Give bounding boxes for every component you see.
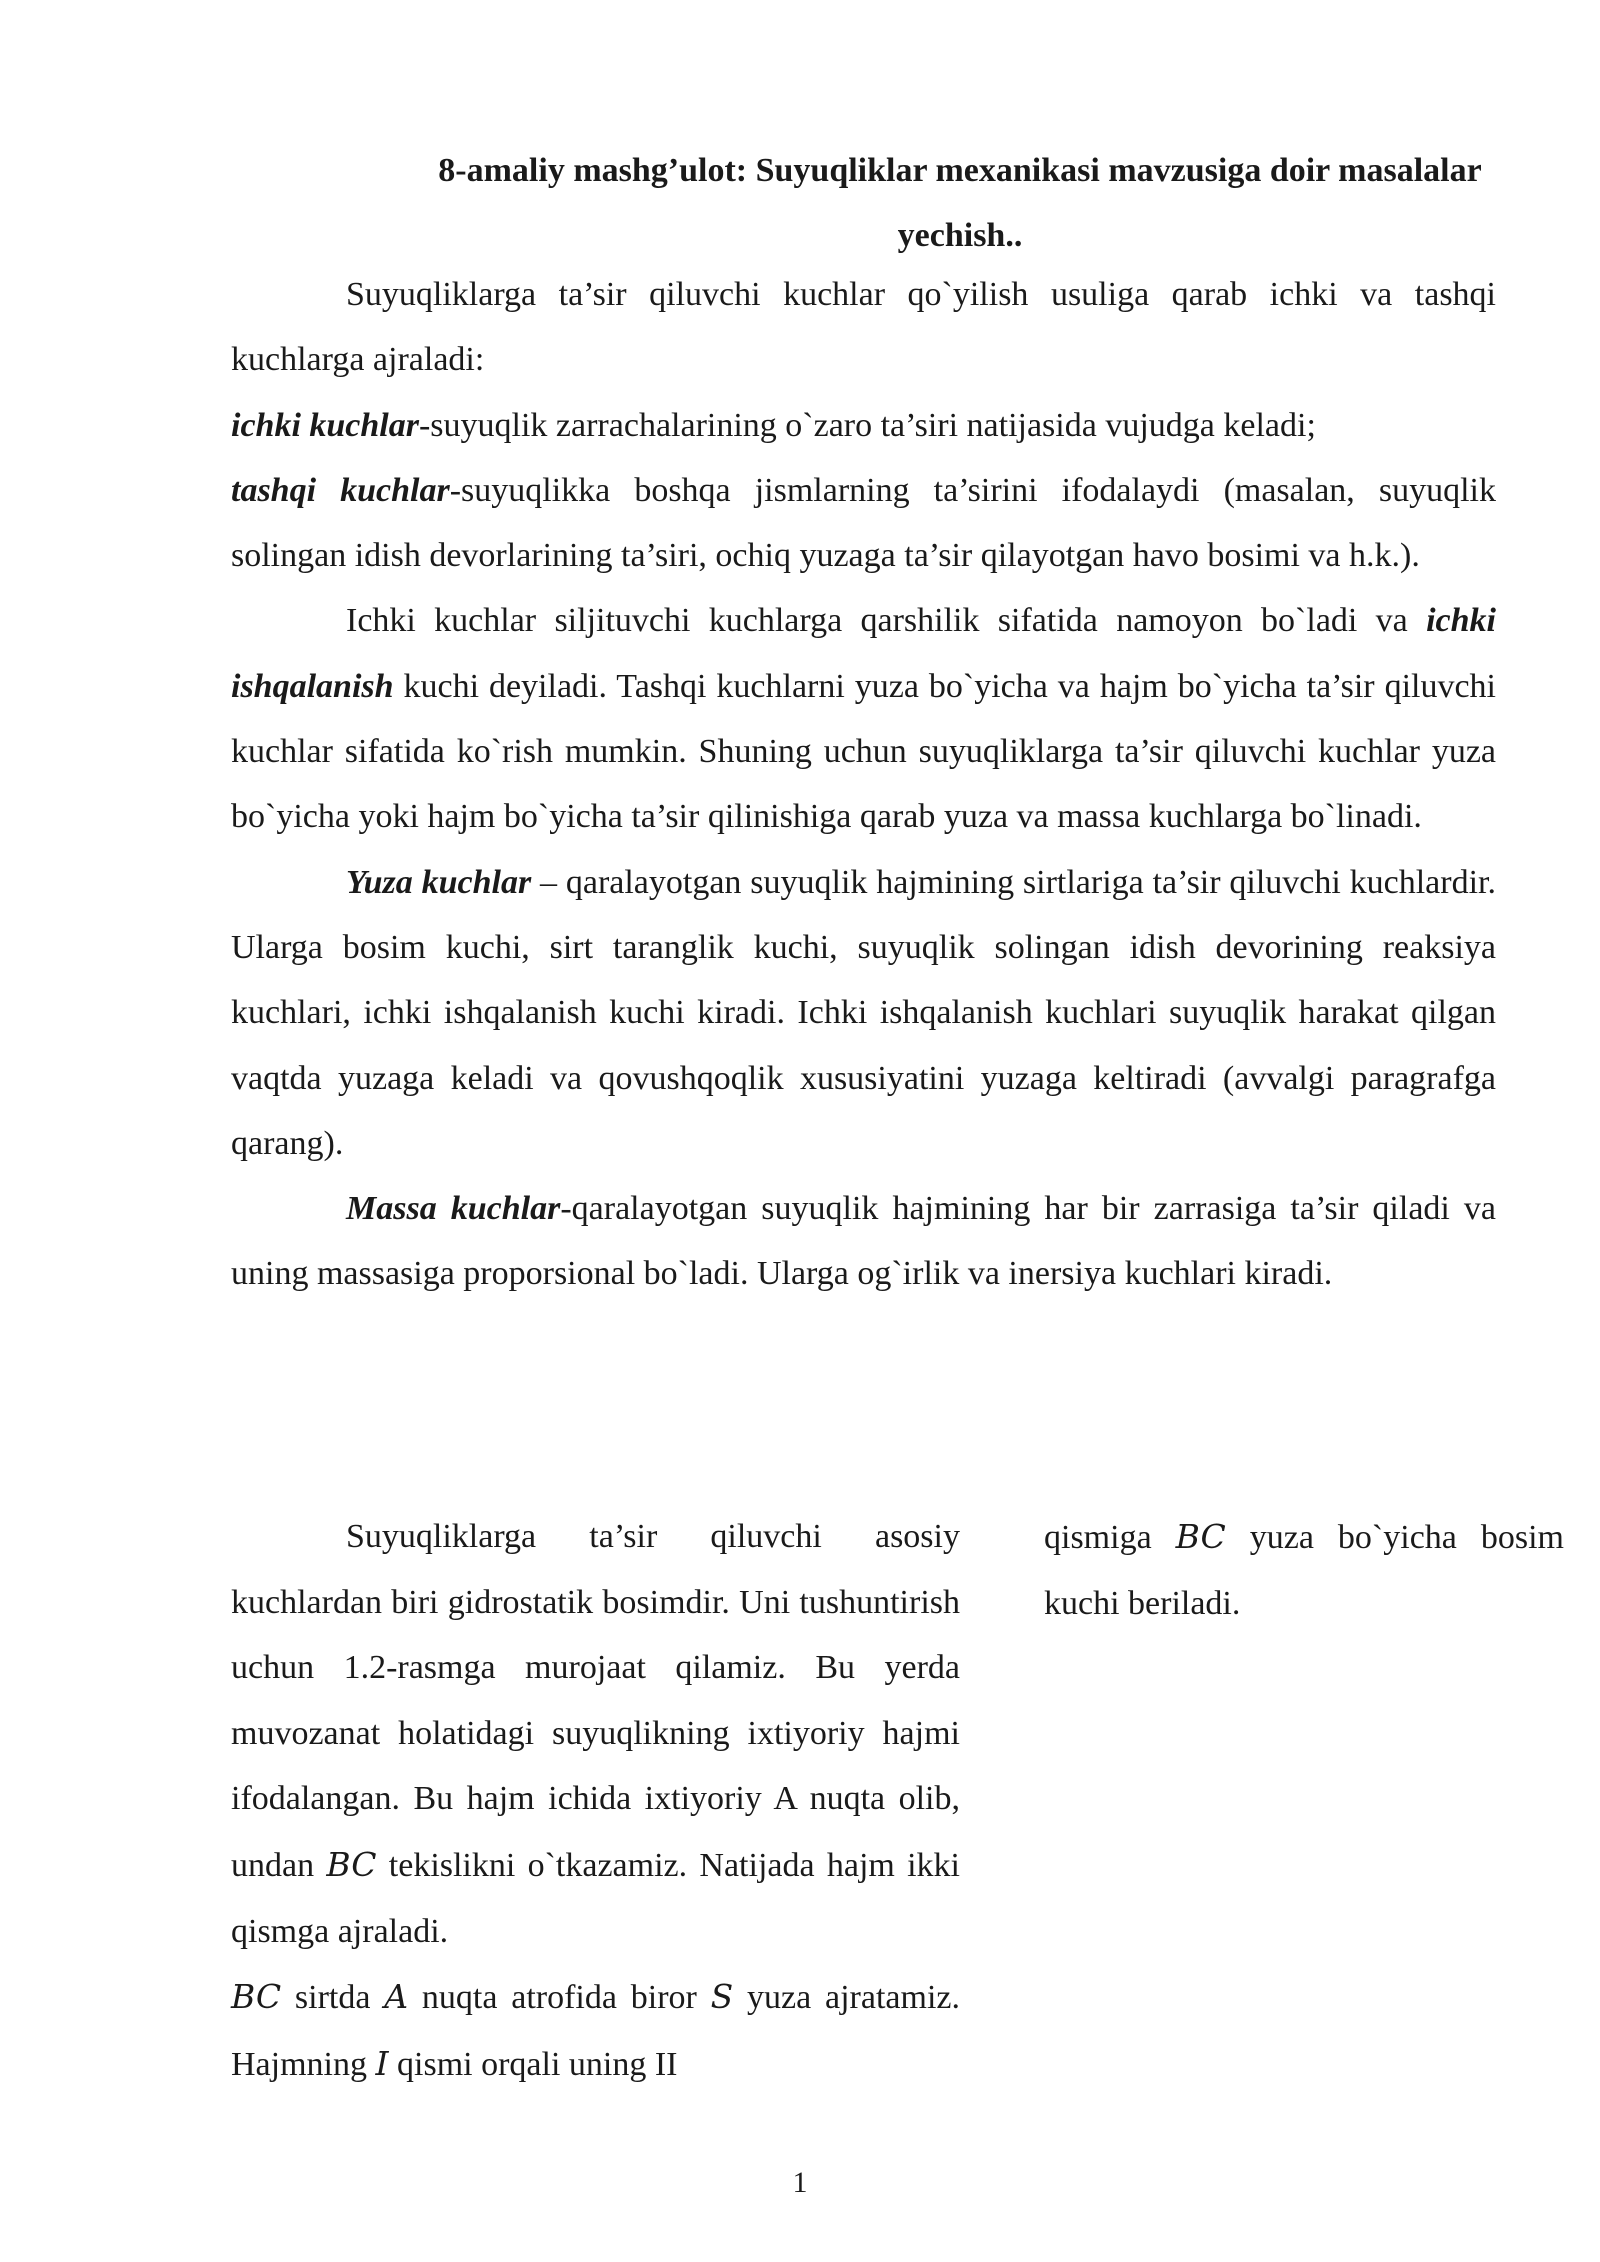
math-bc: BC [231,1977,282,2017]
math-i: I [375,2043,389,2083]
right-column [1044,1504,1564,1636]
paragraph-pressure-force: qismiga BC yuza bo`yicha bosim kuchi beriladi. [1044,1517,1564,1622]
paragraph-surface-s: BC sirtda A nuqta atrofida biror S yuza ajratamiz. Hajmning I qismi orqali uning II [231,1977,960,2083]
title-line-2: yechish.. [897,217,1023,254]
paragraph-hydrostatic-pressure: Suyuqliklarga ta’sir qiluvchi asosiy kuchlardan biri gidrostatik bosimdir. Uni tushuntirish uchun 1.2-rasmga murojaat qilamiz. Bu yerda muvozanat holatidagi suyuqlikning ixtiyoriy hajmi ifodalangan. Bu hajm ichida ixtiyoriy A nuqta olib, undan BC tekislikni o`tkazamiz. Natijada hajm ikki qismga ajraladi. [231,1518,960,1950]
math-s: S [710,1977,734,2017]
paragraph-surface-forces: Yuza kuchlar – qaralayotgan suyuqlik hajmining sirtlariga ta’sir qiluvchi kuchlardir. Ularga bosim kuchi, sirt taranglik kuchi, suyuqlik solingan idish devorining reaksiya kuchlari, ichki ishqalanish kuchi kiradi. Ichki ishqalanish kuchlari suyuqlik harakat qilgan vaqtda yuzaga keladi va qovushqoqlik xususiyatini yuzaga keltiradi (avvalgi paragrafga qarang). [231,863,1496,1162]
term-mass-forces: Massa kuchlar [346,1190,561,1228]
left-column [231,1504,960,2097]
term-internal-forces: ichki kuchlar [231,406,419,444]
page-title [370,138,1550,268]
term-external-forces: tashqi kuchlar [231,471,450,509]
title-line-1: 8-amaliy mashg’ulot: Suyuqliklar mexanikasi mavzusiga doir masalalar [438,152,1482,189]
paragraph-internal-forces: ichki kuchlar-suyuqlik zarrachalarining o`zaro ta’siri natijasida vujudga keladi; [231,406,1316,444]
main-text [231,262,1496,1307]
math-bc: BC [326,1844,377,1884]
paragraph-external-forces: tashqi kuchlar-suyuqlikka boshqa jismlarning ta’sirini ifodalaydi (masalan, suyuqlik solingan idish devorlarining ta’siri, ochiq yuzaga ta’sir qilayotgan havo bosimi va h.k.). [231,471,1496,575]
math-bc: BC [1175,1517,1226,1556]
paragraph-internal-friction: Ichki kuchlar siljituvchi kuchlarga qarshilik sifatida namoyon bo`ladi va ichki ishqalanish kuchi deyiladi. Tashqi kuchlarni yuza bo`yicha va hajm bo`yicha ta’sir qiluvchi kuchlar sifatida ko`rish mumkin. Shuning uchun suyuqliklarga ta’sir qiluvchi kuchlar yuza bo`yicha yoki hajm bo`yicha ta’sir qilinishiga qarab yuza va massa kuchlarga bo`linadi. [231,602,1497,836]
page-number: 1 [792,2166,808,2199]
term-surface-forces: Yuza kuchlar [346,863,532,901]
paragraph-intro: Suyuqliklarga ta’sir qiluvchi kuchlar qo`yilish usuliga qarab ichki va tashqi kuchlarga ajraladi: [231,276,1496,379]
paragraph-mass-forces: Massa kuchlar-qaralayotgan suyuqlik hajmining har bir zarrasiga ta’sir qiladi va uning massasiga proporsional bo`ladi. Ularga og`irlik va inersiya kuchlari kiradi. [231,1190,1497,1293]
math-a: A [384,1977,409,2017]
term-internal-friction: ichki ishqalanish [231,602,1497,705]
